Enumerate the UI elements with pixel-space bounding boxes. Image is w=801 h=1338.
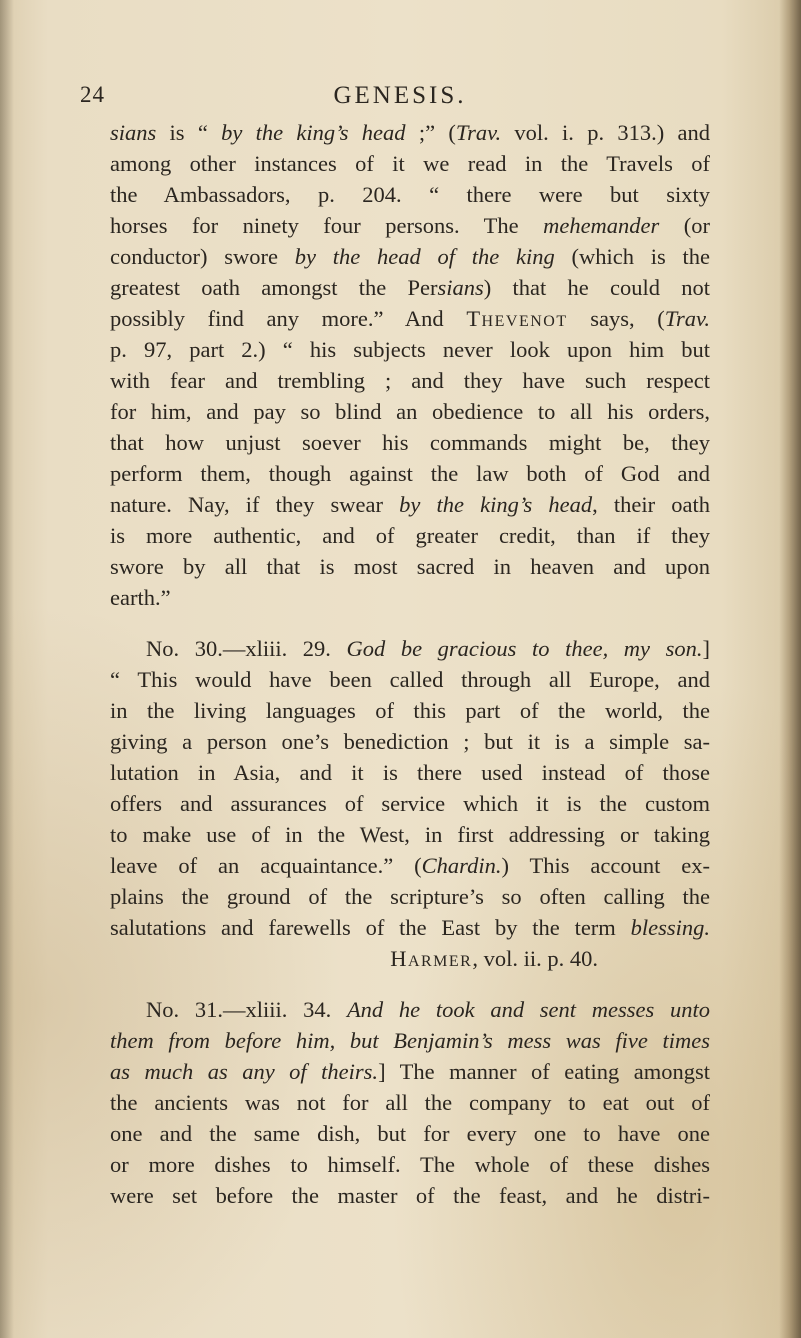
text-line: salutations and farewells of the East by the term blessing.: [110, 915, 710, 940]
text-line: possibly find any more.” And Thevenot says, (Trav.: [110, 306, 710, 331]
text-line: for him, and pay so blind an obedience to all his orders,: [110, 399, 710, 424]
text-line: lutation in Asia, and it is there used instead of those: [110, 760, 710, 785]
text-line: plains the ground of the scripture’s so often calling the: [110, 884, 710, 909]
page-gutter-shadow: [779, 0, 801, 1338]
text-line: leave of an acquaintance.” (Chardin.) This account ex-: [110, 853, 711, 878]
text-line: to make use of in the West, in first addressing or taking: [110, 822, 710, 847]
text-line: sians is “ by the king’s head ;” (Trav. vol. i. p. 313.) and: [110, 120, 710, 145]
text-line: Harmer, vol. ii. p. 40.: [390, 946, 598, 971]
text-line: or more dishes to himself. The whole of these dishes: [110, 1152, 710, 1177]
text-line: is more authentic, and of greater credit, than if they: [110, 523, 710, 548]
text-line: perform them, though against the law both of God and: [110, 461, 710, 486]
paragraph-gap: [110, 613, 710, 633]
paragraph-gap: [110, 974, 710, 994]
text-line: in the living languages of this part of the world, the: [110, 698, 710, 723]
text-line: horses for ninety four persons. The mehemander (or: [110, 213, 710, 238]
text-line: as much as any of theirs.] The manner of eating amongst: [110, 1059, 710, 1084]
text-line: with fear and trembling ; and they have such respect: [110, 368, 710, 393]
text-line: earth.”: [110, 585, 171, 610]
text-line: nature. Nay, if they swear by the king’s head, their oath: [110, 492, 710, 517]
text-line: swore by all that is most sacred in heaven and upon: [110, 554, 710, 579]
text-line: No. 30.—xliii. 29. God be gracious to thee, my son.]: [146, 636, 710, 661]
page-left-shadow: [0, 0, 14, 1338]
text-line: p. 97, part 2.) “ his subjects never look upon him but: [110, 337, 710, 362]
text-line: the Ambassadors, p. 204. “ there were but sixty: [110, 182, 710, 207]
body-text: [110, 117, 710, 1211]
text-line: greatest oath amongst the Persians) that he could not: [110, 275, 710, 300]
text-line: among other instances of it we read in the Travels of: [110, 151, 710, 176]
running-title: GENESIS.: [333, 82, 467, 109]
text-line: offers and assurances of service which it is the custom: [110, 791, 710, 816]
text-line: “ This would have been called through all Europe, and: [110, 667, 710, 692]
text-line: conductor) swore by the head of the king (which is the: [110, 244, 710, 269]
text-line: giving a person one’s benediction ; but it is a simple sa-: [110, 729, 710, 754]
text-line: were set before the master of the feast, and he distri-: [110, 1183, 710, 1208]
running-head: [80, 82, 720, 116]
page-number: 24: [80, 82, 105, 107]
text-line: No. 31.—xliii. 34. And he took and sent messes unto: [146, 997, 710, 1022]
text-line: one and the same dish, but for every one to have one: [110, 1121, 710, 1146]
text-line: the ancients was not for all the company to eat out of: [110, 1090, 710, 1115]
text-line: them from before him, but Benjamin’s mess was five times: [110, 1028, 710, 1053]
text-line: that how unjust soever his commands might be, they: [110, 430, 710, 455]
